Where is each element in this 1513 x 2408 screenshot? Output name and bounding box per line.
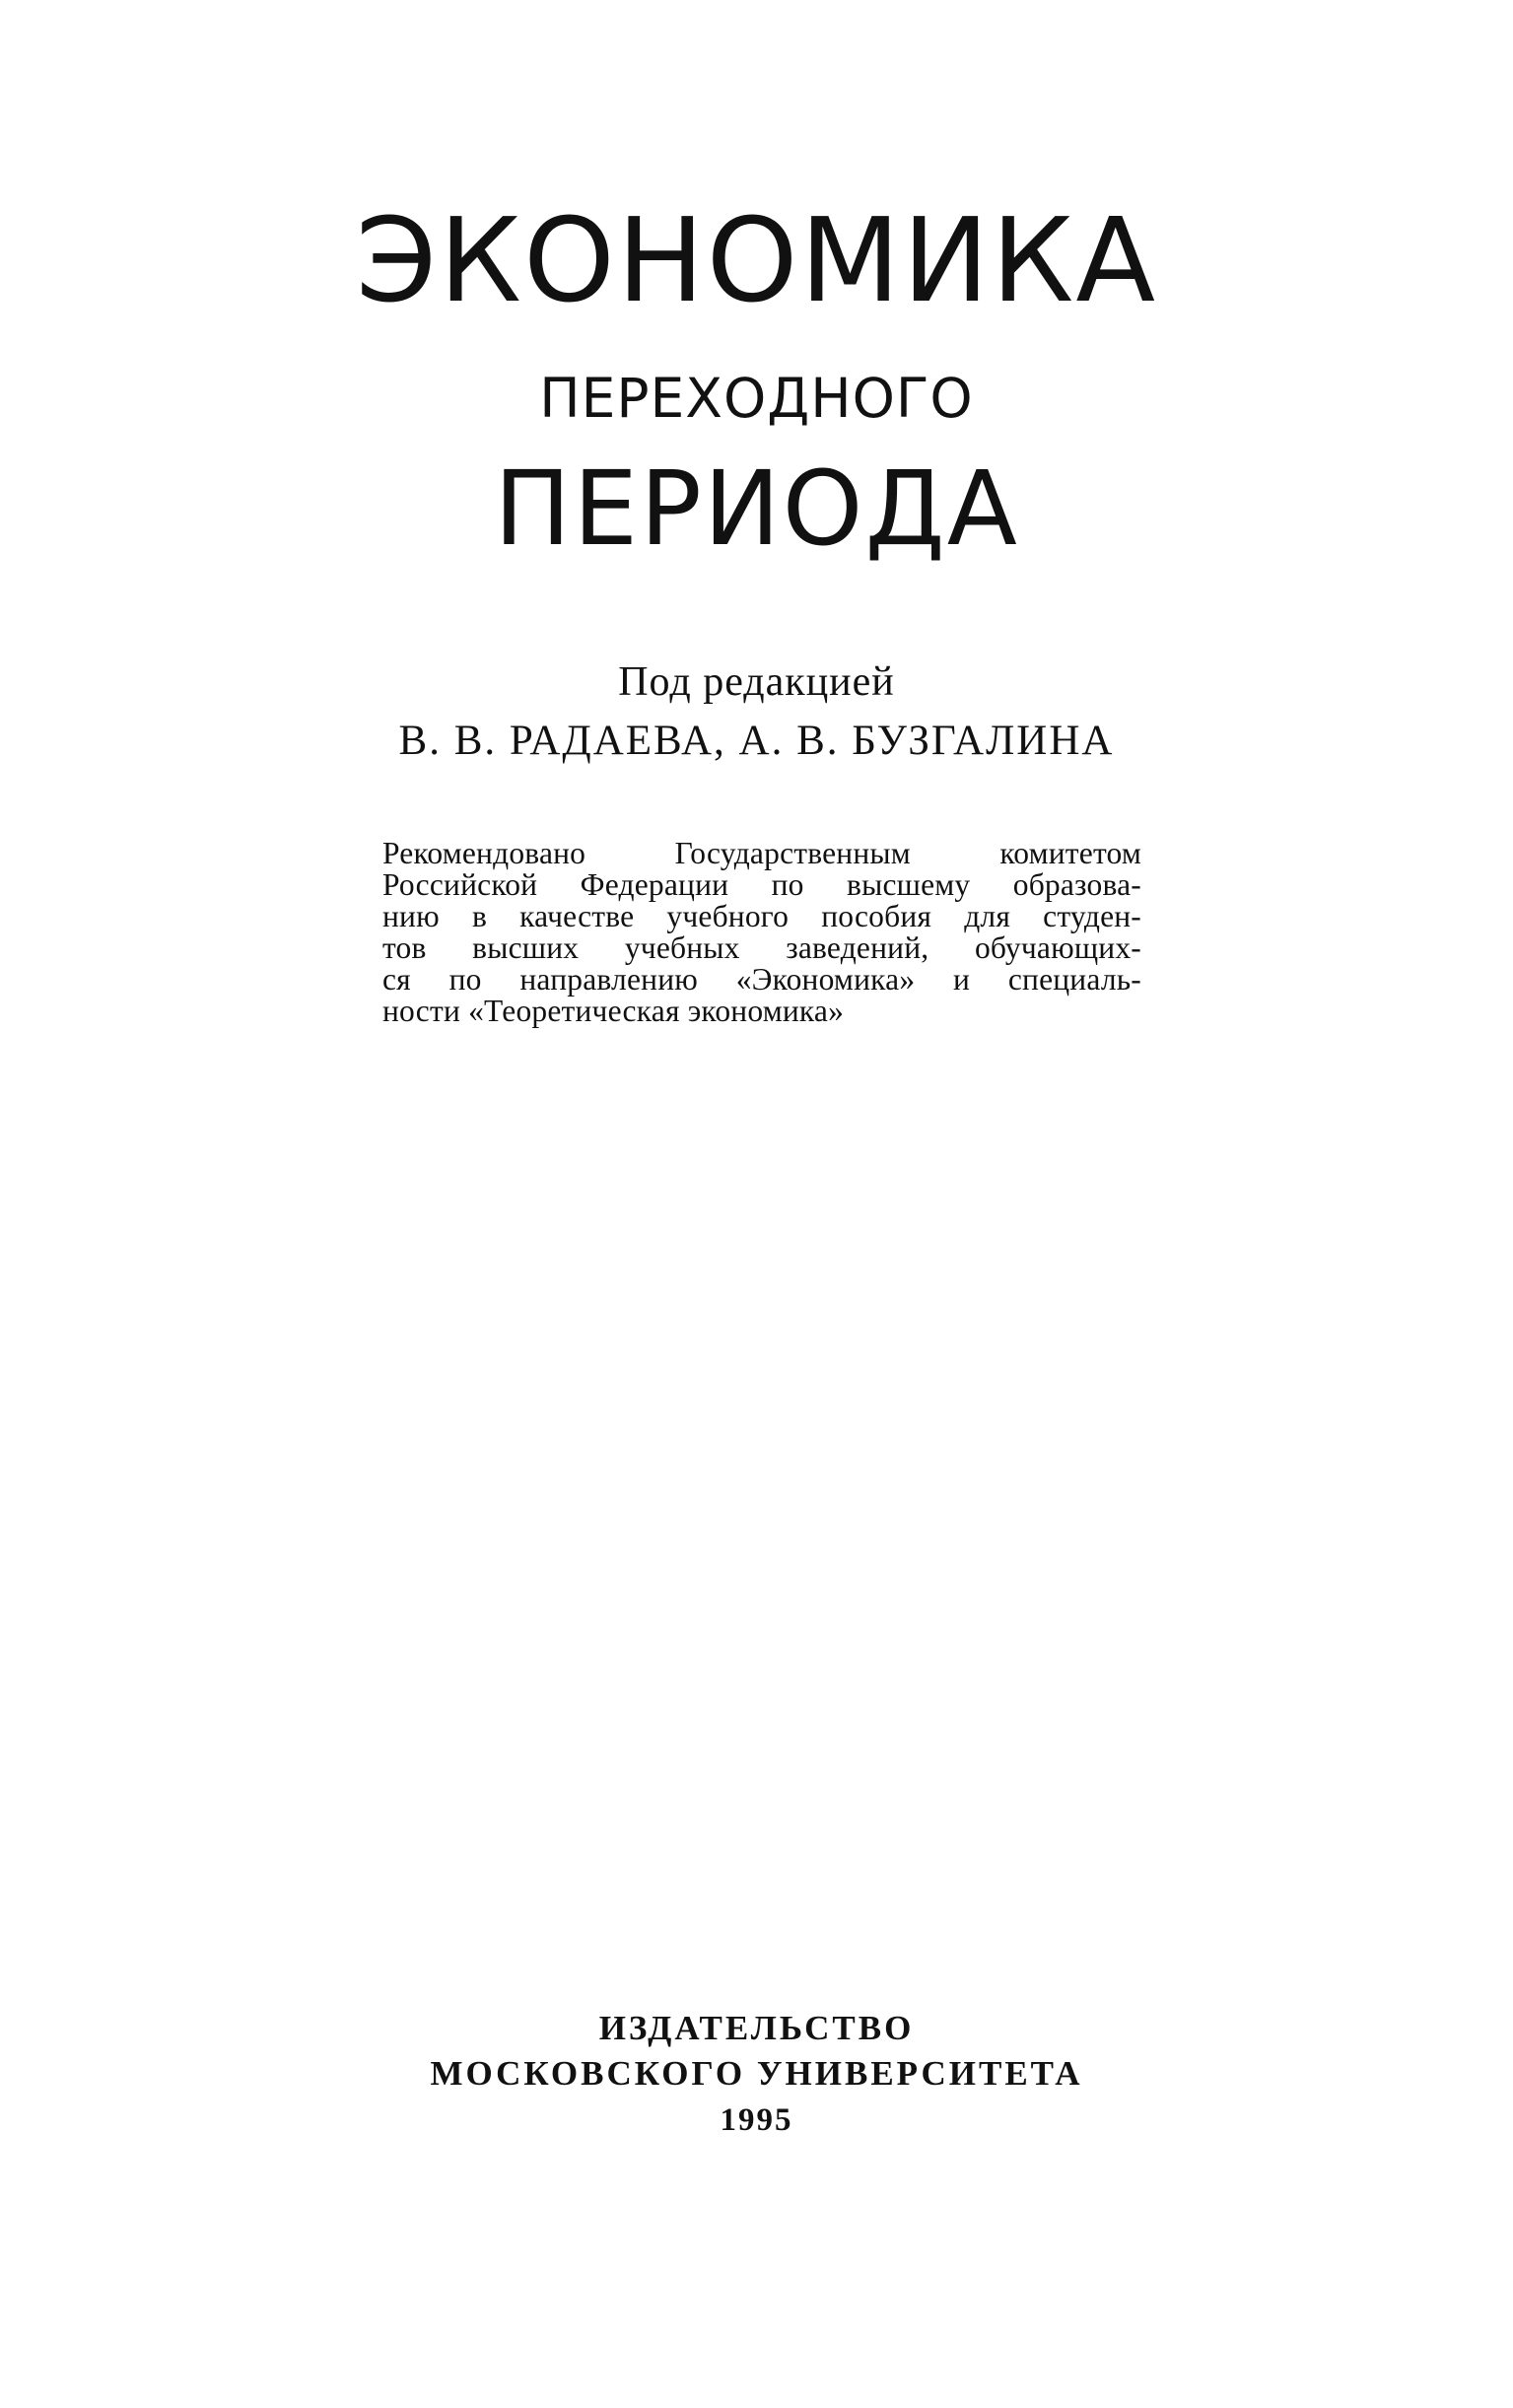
editors-names: В. В. РАДАЕВА, А. В. БУЗГАЛИНА <box>398 718 1115 764</box>
publication-year: 1995 <box>720 2102 793 2138</box>
recommendation-line: ности «Теоретическая экономика» <box>382 994 845 1028</box>
book-title-line-2: ПЕРЕХОДНОГО <box>539 367 974 430</box>
publisher-name-line-2: МОСКОВСКОГО УНИВЕРСИТЕТА <box>430 2054 1083 2093</box>
editors-label: Под редакцией <box>618 659 895 705</box>
recommendation-line: тов высших учебных заведений, обучающих- <box>382 930 1141 965</box>
recommendation-block <box>382 838 1141 1027</box>
recommendation-line: нию в качестве учебного пособия для студен- <box>382 899 1141 933</box>
book-title-line-3: ПЕРИОДА <box>494 448 1019 569</box>
publisher-block <box>0 2006 1513 2144</box>
publisher-name-line-1: ИЗДАТЕЛЬСТВО <box>598 2009 915 2047</box>
recommendation-line: ся по направлению «Экономика» и специаль- <box>382 962 1141 997</box>
recommendation-line: Российской Федерации по высшему образова- <box>382 867 1141 902</box>
book-title-line-1: ЭКОНОМИКА <box>355 192 1158 328</box>
recommendation-line: Рекомендовано Государственным комитетом <box>382 836 1141 870</box>
